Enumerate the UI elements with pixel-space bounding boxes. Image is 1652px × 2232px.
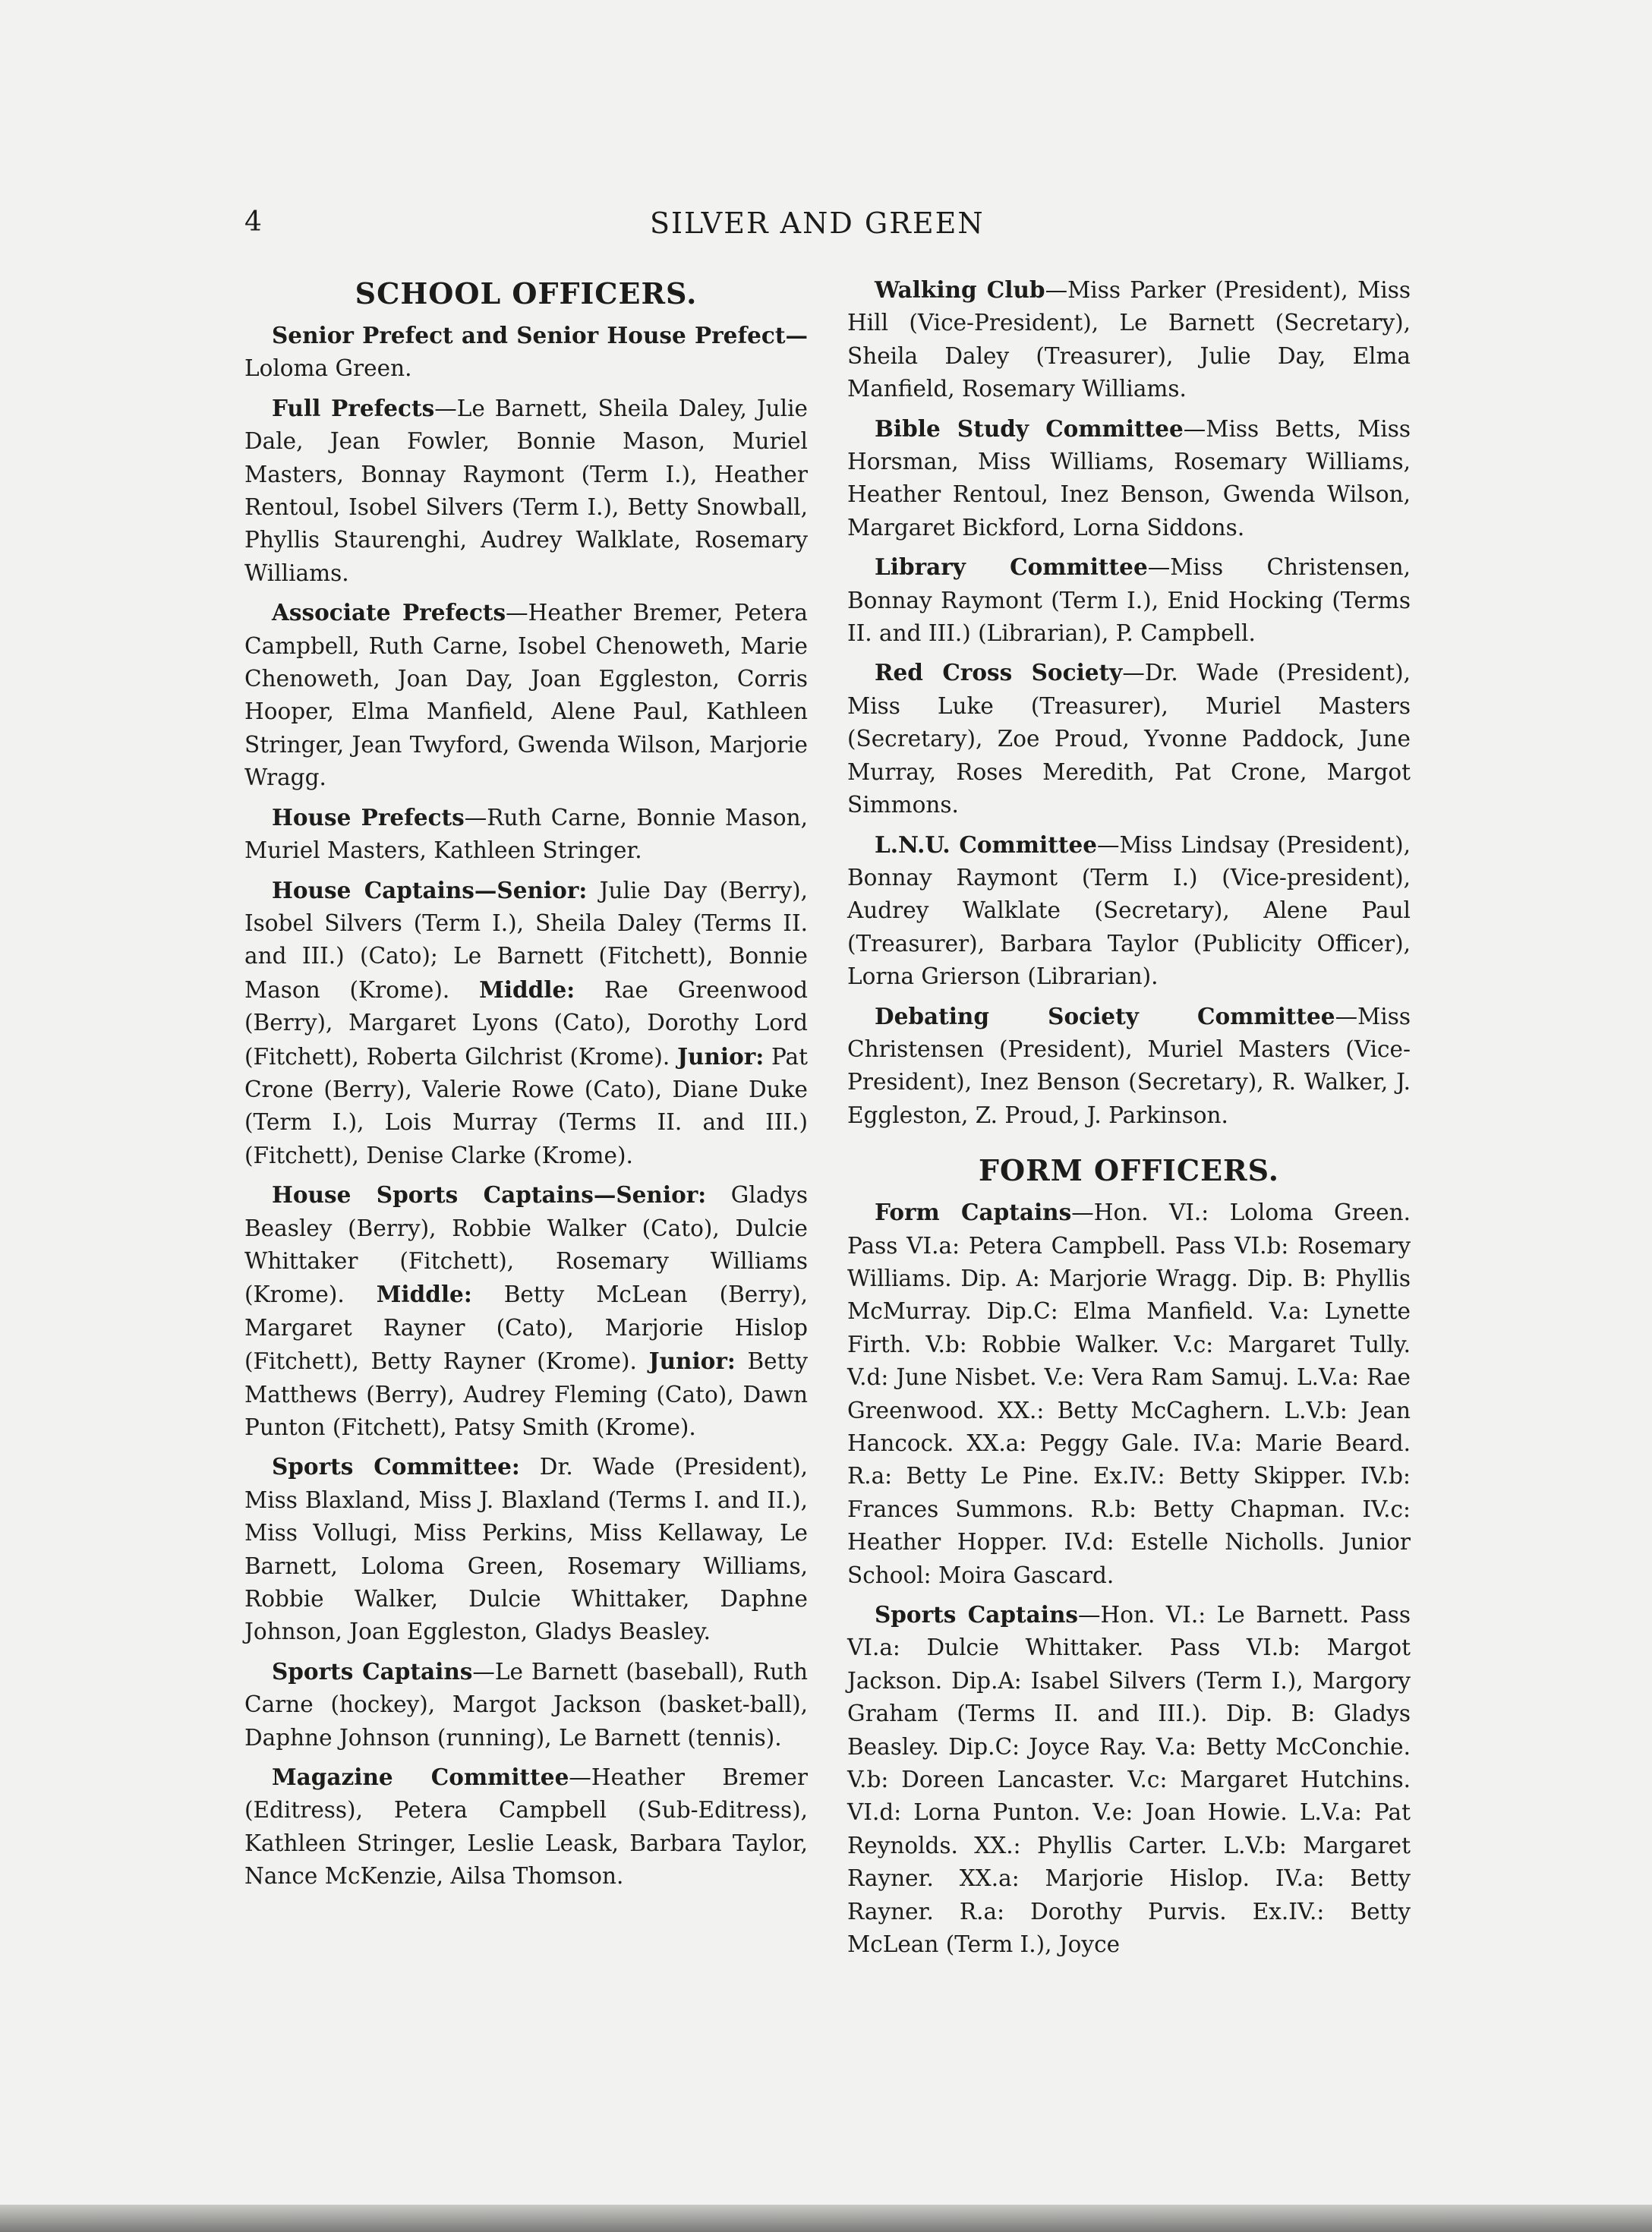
entry-form-sports-captains [847,1598,1411,1961]
entry-text: —Miss Betts, Miss Horsman, Miss Williams, Rosemary Williams, Heather Rentoul, Inez Benson, Gwenda Wilson, Margaret Bickford, Lorna Siddons. [847,415,1411,541]
entry-label-middle: Middle: [376,1281,472,1308]
right-column [847,273,1411,1968]
entry-label: Sports Captains [875,1601,1079,1628]
entry-form-captains [847,1196,1411,1592]
entry-house-captains [244,874,808,1173]
entry-label: House Sports Captains—Senior: [272,1181,707,1209]
entry-label: Bible Study Committee [875,415,1184,442]
entry-text: —Le Barnett (baseball), Ruth Carne (hockey), Margot Jackson (basket-ball), Daphne Johnson (running), Le Barnett (tennis). [244,1658,808,1751]
entry-associate-prefects [244,596,808,794]
entry-label: Red Cross Society [875,659,1123,686]
entry-text-junior: Betty Matthews (Berry), Audrey Fleming (Cato), Dawn Punton (Fitchett), Patsy Smith (Krome). [244,1348,808,1440]
running-title: SILVER AND GREEN [650,206,985,240]
entry-full-prefects [244,392,808,590]
entry-label-junior: Junior: [648,1348,736,1375]
entry-label: Sports Committee: [272,1453,520,1480]
section-heading-school-officers: SCHOOL OFFICERS. [355,276,698,311]
entry-text: Loloma Green. [244,355,412,382]
page-number: 4 [244,206,263,238]
entry-label: Full Prefects [272,394,435,421]
entry-text: —Miss Christensen, Bonnay Raymont (Term I.), Enid Hocking (Terms II. and III.) (Librarian), P. Campbell. [847,554,1411,647]
entry-text: —Ruth Carne, Bonnie Mason, Muriel Masters, Kathleen Stringer. [244,804,808,864]
entry-text: —Heather Bremer, Petera Campbell, Ruth Carne, Isobel Chenoweth, Marie Chenoweth, Joan Day, Joan Eggleston, Corris Hooper, Elma Manfield, Alene Paul, Kathleen Stringer, Jean Twyford, Gwenda Wilson, Marjorie Wragg. [244,600,808,791]
entry-text: —Dr. Wade (President), Miss Luke (Treasurer), Muriel Masters (Secretary), Zoe Proud, Yvonne Paddock, June Murray, Roses Meredith, Pat Crone, Margot Simmons. [847,660,1411,818]
entry-senior-prefect [244,319,808,386]
entry-text-junior: Pat Crone (Berry), Valerie Rowe (Cato), Diane Duke (Term I.), Lois Murray (Terms II. and III.) (Fitchett), Denise Clarke (Krome). [244,1043,808,1168]
entry-magazine-committee [244,1761,808,1893]
entry-label: Magazine Committee [272,1764,569,1791]
entry-text: —Miss Lindsay (President), Bonnay Raymont (Term I.) (Vice-president), Audrey Walklate (Secretary), Alene Paul (Treasurer), Barbara Taylor (Publicity Officer), Lorna Grierson (Librarian). [847,831,1411,990]
entry-lnu-committee [847,828,1411,994]
section-heading-form-officers: FORM OFFICERS. [979,1153,1279,1188]
entry-text: —Miss Christensen (President), Muriel Masters (Vice-President), Inez Benson (Secretary), R. Walker, J. Eggleston, Z. Proud, J. Parkinson. [847,1003,1411,1128]
entry-house-sports-captains [244,1178,808,1444]
entry-text: —Le Barnett, Sheila Daley, Julie Dale, Jean Fowler, Bonnie Mason, Muriel Masters, Bonnay Raymont (Term I.), Heather Rentoul, Isobel Silvers (Term I.), Betty Snowball, Phyllis Staurenghi, Audrey Walklate, Rosemary Williams. [244,395,808,586]
scan-edge-shadow [0,2205,1652,2232]
entry-text: —Miss Parker (President), Miss Hill (Vice-President), Le Barnett (Secretary), Sheila Daley (Treasurer), Julie Day, Elma Manfield, Rosemary Williams. [847,277,1411,402]
entry-house-prefects [244,801,808,868]
entry-text: Julie Day (Berry), Isobel Silvers (Term I.), Sheila Daley (Terms II. and III.) (Cato); Le Barnett (Fitchett), Bonnie Mason (Krome). [244,877,808,1003]
entry-label-junior: Junior: [677,1042,765,1070]
entry-text: Dr. Wade (President), Miss Blaxland, Miss J. Blaxland (Terms I. and II.), Miss Vollugi, Miss Perkins, Miss Kellaway, Le Barnett, Loloma Green, Rosemary Williams, Robbie Walker, Dulcie Whittaker, Daphne Johnson, Joan Eggleston, Gladys Beasley. [244,1454,808,1645]
entry-bible-study-committee [847,412,1411,545]
entry-label: House Prefects [272,803,465,831]
entry-library-committee [847,550,1411,650]
entry-text: Gladys Beasley (Berry), Robbie Walker (Cato), Dulcie Whittaker (Fitchett), Rosemary Williams (Krome). [244,1182,809,1308]
entry-text: —Heather Bremer (Editress), Petera Campbell (Sub-Editress), Kathleen Stringer, Leslie Leask, Barbara Taylor, Nance McKenzie, Ailsa Thomson. [244,1764,808,1890]
entry-label: Walking Club [875,276,1045,303]
entry-label: Associate Prefects [272,599,506,626]
entry-text-middle: Rae Greenwood (Berry), Margaret Lyons (Cato), Dorothy Lord (Fitchett), Roberta Gilchrist (Krome). [244,976,808,1070]
entry-label: Senior Prefect and Senior House Prefect— [272,322,808,348]
entry-walking-club [847,273,1411,406]
entry-label: Form Captains [875,1199,1072,1226]
entry-text: —Hon. VI.: Loloma Green. Pass VI.a: Petera Campbell. Pass VI.b: Rosemary Williams. Dip. A: Marjorie Wragg. Dip. B: Phyllis McMurray. Dip.C: Elma Manfield. V.a: Lynette Firth. V.b: Robbie Walker. V.c: Margaret Tully. V.d: June Nisbet. V.e: Vera Ram Samuj. L.V.a: Rae Greenwood. XX.: Betty McCaghern. L.V.b: Jean Hancock. XX.a: Peggy Gale. IV.a: Marie Beard. R.a: Betty Le Pine. Ex.IV.: Betty Skipper. IV.b: Frances Summons. R.b: Betty Chapman. IV.c: Heather Hopper. IV.d: Estelle Nicholls. Junior School: Moira Gascard. [847,1200,1411,1588]
entry-label-middle: Middle: [479,976,575,1003]
entry-sports-committee [244,1450,808,1648]
entry-label: Sports Captains [272,1657,473,1685]
entry-label: Debating Society Committee [875,1002,1335,1029]
entry-label: House Captains—Senior: [272,876,588,903]
entry-debating-society-committee [847,1000,1411,1133]
entry-label: Library Committee [875,553,1148,581]
left-column [244,273,808,1899]
entry-sports-captains [244,1655,808,1754]
entry-text: —Hon. VI.: Le Barnett. Pass VI.a: Dulcie Whittaker. Pass VI.b: Margot Jackson. Dip.A: Isabel Silvers (Term I.), Margory Graham (Terms II. and III.). Dip. B: Gladys Beasley. Dip.C: Joyce Ray. V.a: Betty McConchie. V.b: Doreen Lancaster. V.c: Margaret Hutchins. VI.d: Lorna Punton. V.e: Joan Howie. L.V.a: Pat Reynolds. XX.: Phyllis Carter. L.V.b: Margaret Rayner. XX.a: Marjorie Hislop. IV.a: Betty Rayner. R.a: Dorothy Purvis. Ex.IV.: Betty McLean (Term I.), Joyce [847,1602,1411,1958]
entry-text-middle: Betty McLean (Berry), Margaret Rayner (Cato), Marjorie Hislop (Fitchett), Betty Rayner (Krome). [244,1282,808,1375]
entry-red-cross-society [847,656,1411,821]
entry-label: L.N.U. Committee [875,831,1097,858]
